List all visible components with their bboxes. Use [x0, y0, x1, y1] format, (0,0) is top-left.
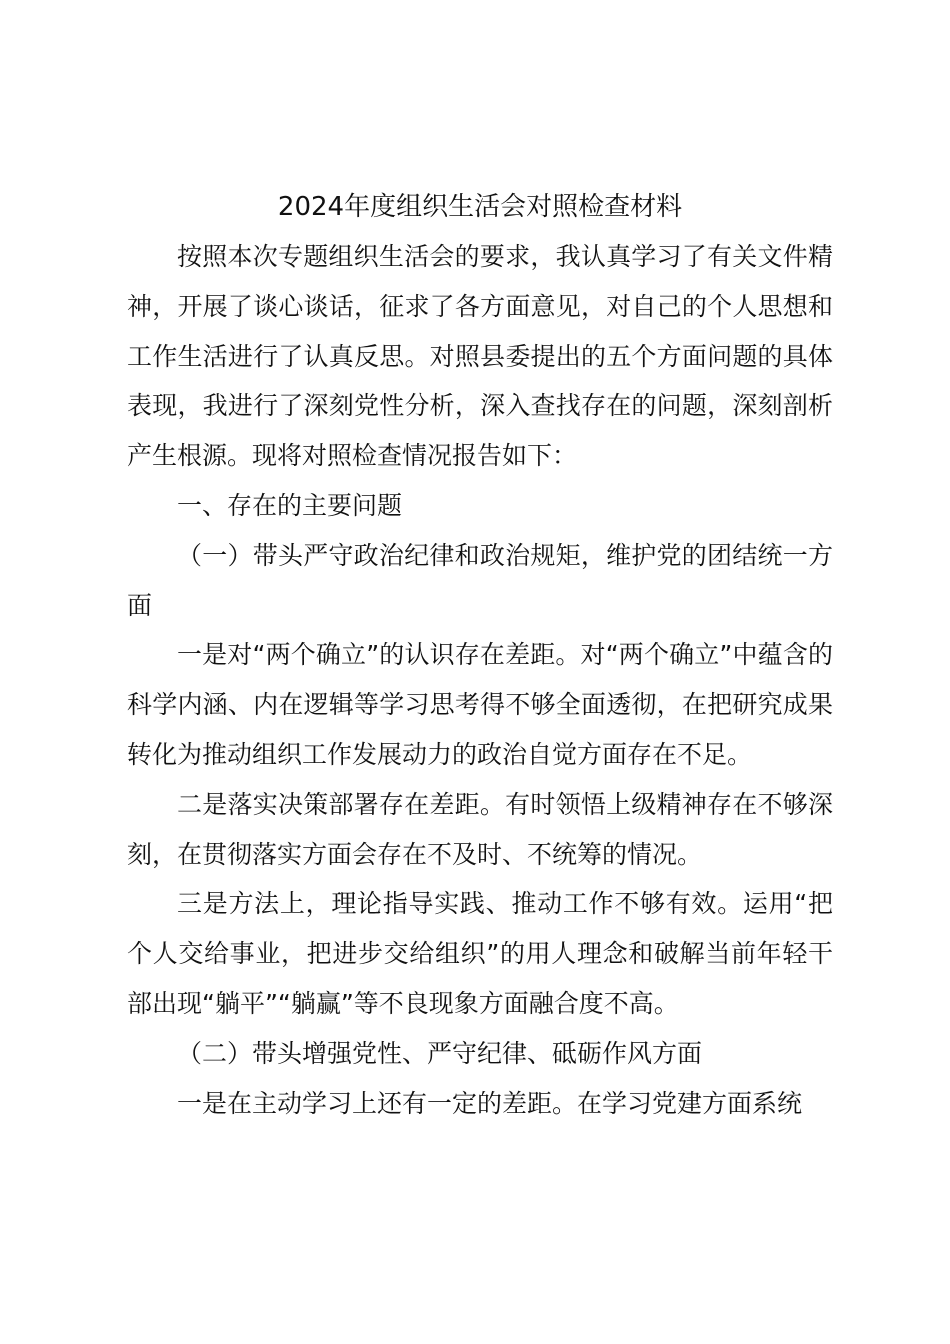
intro-paragraph: 按照本次专题组织生活会的要求，我认真学习了有关文件精神，开展了谈心谈话，征求了各方面意见，对自己的个人思想和工作生活进行了认真反思。对照县委提出的五个方面问题的具体表现，我进行了深刻党性分析，深入查找存在的问题，深刻剖析产生根源。现将对照检查情况报告如下： — [127, 242, 833, 471]
body-paragraph: 一是对“两个确立”的认识存在差距。对“两个确立”中蕴含的科学内涵、内在逻辑等学习思考得不够全面透彻，在把研究成果转化为推动组织工作发展动力的政治自觉方面存在不足。 — [127, 640, 833, 769]
subsection-heading-1: （一）带头严守政治纪律和政治规矩，维护党的团结统一方面 — [127, 540, 833, 620]
document-title: 2024年度组织生活会对照检查材料 — [277, 192, 683, 222]
body-paragraph: 三是方法上，理论指导实践、推动工作不够有效。运用“把个人交给事业，把进步交给组织”的用人理念和破解当前年轻干部出现“躺平”“躺赢”等不良现象方面融合度不高。 — [127, 889, 833, 1018]
subsection-heading-2: （二）带头增强党性、严守纪律、砥砺作风方面 — [177, 1038, 703, 1068]
body-paragraph: 一是在主动学习上还有一定的差距。在学习党建方面系统 — [177, 1088, 803, 1118]
body-paragraph: 二是落实决策部署存在差距。有时领悟上级精神存在不够深刻，在贯彻落实方面会存在不及时、不统筹的情况。 — [127, 789, 833, 869]
section-heading-main-problems: 一、存在的主要问题 — [177, 490, 403, 520]
document-page — [127, 182, 833, 1128]
